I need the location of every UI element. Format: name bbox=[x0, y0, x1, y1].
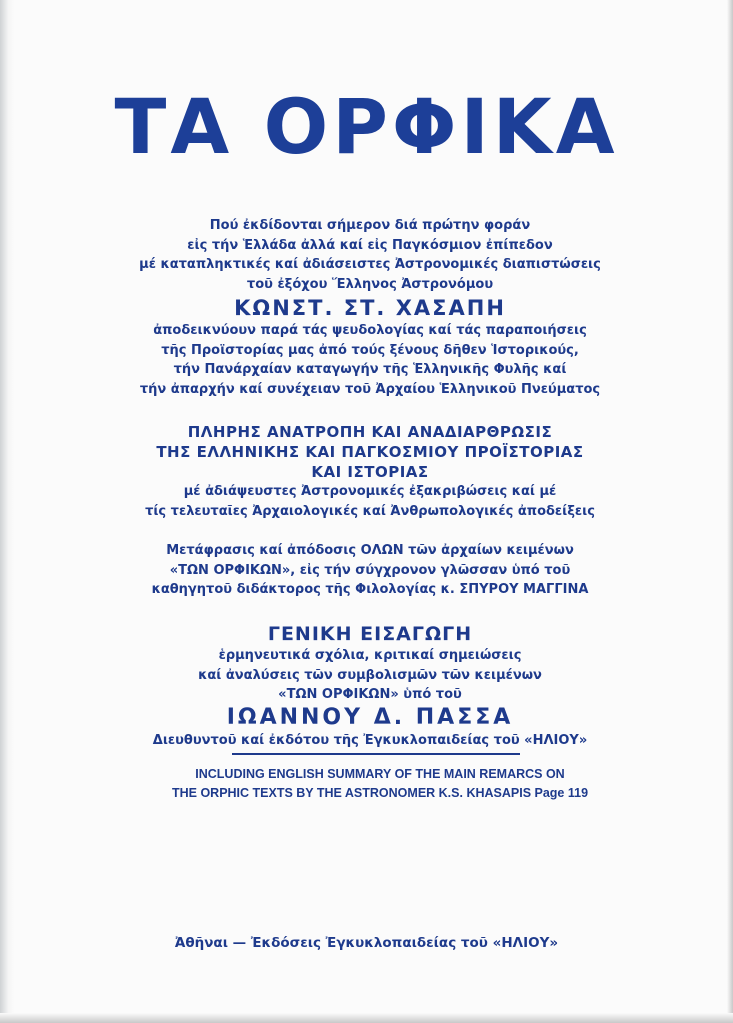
intro-block bbox=[110, 216, 630, 399]
intro-after-line: τήν ἀπαρχήν καί συνέχειαν τοῦ Ἀρχαίου Ἑλληνικοῦ Πνεύματος bbox=[139, 381, 601, 397]
editor-name: ΙΩΑΝΝΟΥ Δ. ΠΑΣΣΑ bbox=[226, 704, 514, 730]
publisher-footer: Ἀθῆναι — Ἐκδόσεις Ἐγκυκλοπαιδείας τοῦ «ΗΛΙΟΥ» bbox=[174, 935, 559, 951]
cover-bottom-edge bbox=[0, 1013, 733, 1023]
translation-line: Μετάφρασις καί ἀπόδοσις ΟΛΩΝ τῶν ἀρχαίων κειμένων bbox=[166, 543, 574, 558]
book-title: ΤΑ ΟΡΦΙΚΑ bbox=[114, 82, 619, 171]
divider-rule bbox=[232, 753, 520, 755]
english-line: INCLUDING ENGLISH SUMMARY OF THE MAIN REMARCS ON bbox=[195, 767, 565, 781]
intro-line: Πού ἐκδίδονται σήμερον διά πρώτην φοράν bbox=[209, 218, 531, 233]
translation-line: καθηγητοῦ διδάκτορος τῆς Φιλολογίας κ. ΣΠΥΡΟΥ ΜΑΓΓΙΝΑ bbox=[151, 582, 589, 597]
intro-after-line: τήν Πανάρχαίαν καταγωγήν τῆς Ἑλληνικῆς Φυλῆς καί bbox=[173, 362, 567, 377]
section-line: τίς τελευταῖες Ἀρχαιολογικές καί Ἀνθρωπολογικές ἀποδείξεις bbox=[145, 503, 595, 519]
introduction-line: «ΤΩΝ ΟΡΦΙΚΩΝ» ὑπό τοῦ bbox=[278, 687, 462, 702]
intro-line: εἰς τήν Ἑλλάδα ἀλλά καί εἰς Παγκόσμιον ἐπίπεδον bbox=[187, 237, 553, 253]
introduction-line: ἑρμηνευτικά σχόλια, κριτικαί σημειώσεις bbox=[218, 648, 522, 663]
english-summary bbox=[120, 765, 640, 803]
section-revision bbox=[110, 422, 630, 521]
intro-after-line: ἀποδεικνύουν παρά τάς ψευδολογίας καί τάς παραποιήσεις bbox=[153, 323, 587, 338]
section-translation bbox=[110, 541, 630, 600]
english-line: THE ORPHIC TEXTS BY THE ASTRONOMER K.S. KHASAPIS Page 119 bbox=[171, 786, 589, 800]
editor-role: Διευθυντοῦ καί ἐκδότου τῆς Ἐγκυκλοπαιδείας τοῦ «ΗΛΙΟΥ» bbox=[152, 732, 588, 748]
section-introduction bbox=[110, 622, 630, 750]
intro-line: τοῦ ἐξόχου Ἕλληνος Ἀστρονόμου bbox=[246, 276, 494, 292]
intro-after-line: τῆς Προϊστορίας μας ἀπό τούς ξένους δῆθεν Ἱστορικούς, bbox=[161, 342, 579, 358]
translation-line: «ΤΩΝ ΟΡΦΙΚΩΝ», εἰς τήν σύγχρονον γλῶσσαν ὑπό τοῦ bbox=[169, 562, 571, 578]
section-caps-line: ΠΛΗΡΗΣ ΑΝΑΤΡΟΠΗ ΚΑΙ ΑΝΑΔΙΑΡΘΡΩΣΙΣ bbox=[187, 423, 553, 441]
section-heading: ΓΕΝΙΚΗ ΕΙΣΑΓΩΓΗ bbox=[267, 623, 473, 645]
author-name: ΚΩΝΣΤ. ΣΤ. ΧΑΣΑΠΗ bbox=[234, 296, 506, 320]
introduction-line: καί ἀναλύσεις τῶν συμβολισμῶν τῶν κειμένων bbox=[198, 667, 542, 683]
intro-line: μέ καταπληκτικές καί ἀδιάσειστες Ἀστρονομικές διαπιστώσεις bbox=[139, 257, 601, 272]
section-caps-line: ΚΑΙ ΙΣΤΟΡΙΑΣ bbox=[311, 463, 429, 481]
section-caps-line: ΤΗΣ ΕΛΛΗΝΙΚΗΣ ΚΑΙ ΠΑΓΚΟΣΜΙΟΥ ΠΡΟΪΣΤΟΡΙΑΣ bbox=[156, 443, 584, 461]
section-line: μέ ἀδιάψευστες Ἀστρονομικές ἐξακριβώσεις καί μέ bbox=[183, 484, 557, 499]
